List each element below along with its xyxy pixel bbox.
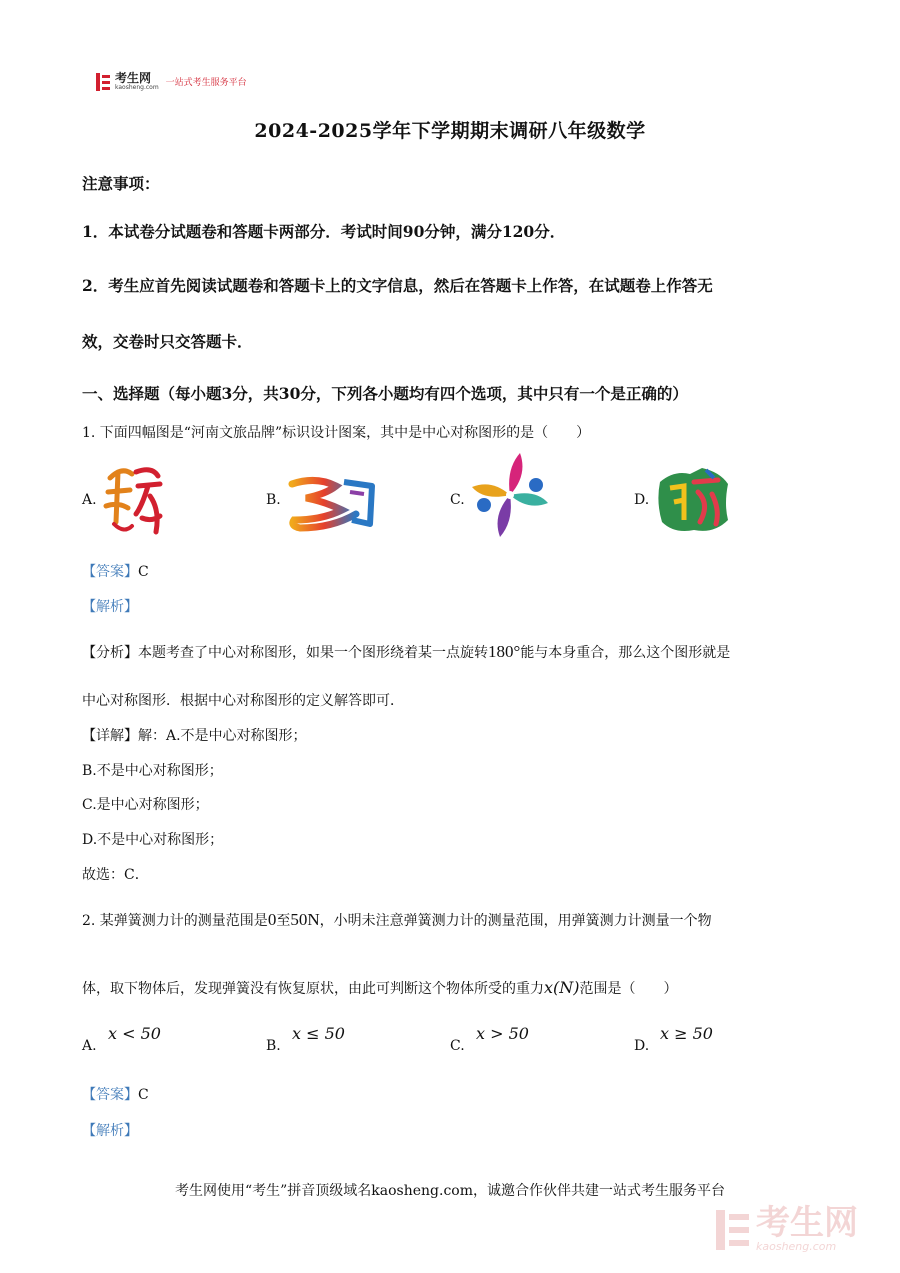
q2-option-c-expr: x > 50 [476,1024,529,1043]
emblem-c-icon [470,450,550,540]
q1-option-d-label: D. [634,492,650,508]
emblem-a-icon [102,462,164,538]
q1-stem: 1. 下面四幅图是“河南文旅品牌”标识设计图案，其中是中心对称图形的是（ ） [82,425,591,441]
notice-item-2-line-1: 2．考生应首先阅读试题卷和答题卡上的文字信息，然后在答题卡上作答，在试题卷上作答无 [82,276,713,295]
logo-name: 考生网 [115,71,152,85]
watermark [716,1203,858,1253]
logo-mark-icon [96,73,110,91]
notice-heading: 注意事项： [82,174,160,193]
q1-option-b-label: B. [266,492,281,508]
q1-detail-label: 【详解】 [82,728,138,744]
q2-option-a-label: A. [82,1038,97,1054]
q1-detail-c: C.是中心对称图形； [82,797,209,813]
q2-option-b-expr: x ≤ 50 [292,1024,345,1043]
q1-analysis-text-2: 能与本身重合，那么这个图形就是 [520,645,731,661]
q1-analysis-line-2: 中心对称图形．根据中心对称图形的定义解答即可． [82,693,404,709]
notice-item-2-line-2: 效，交卷时只交答题卡． [82,332,253,351]
q1-answer-tag: 【答案】 [82,564,138,580]
page-footer: 考生网使用“考生”拼音顶级域名kaosheng.com，诚邀合作伙伴共建一站式考生服务平台 [174,1183,726,1199]
q2-stem-1b: 至 [276,913,291,929]
q1-conclusion: 故选：C． [82,867,149,883]
q1-answer: C [138,564,149,580]
watermark-name: 考生网 [756,1203,858,1243]
section-heading: 一、选择题（每小题3分，共30分，下列各小题均有四个选项，其中只有一个是正确的） [82,384,688,403]
q2-answer: C [138,1087,149,1103]
q2-option-a-expr: x < 50 [108,1024,161,1043]
notice-item-1: 1．本试卷分试题卷和答题卡两部分．考试时间90分钟，满分120分． [82,222,566,241]
q2-stem-1c: ，小明未注意弹簧测力计的测量范围，用弹簧测力计测量一个物 [319,913,712,929]
q1-angle: 180° [488,642,521,661]
q1-analysis-text-1: 本题考查了中心对称图形，如果一个图形绕着某一点旋转 [138,645,488,661]
q2-answer-tag: 【答案】 [82,1087,138,1103]
watermark-logo-icon [716,1210,750,1250]
emblem-d-icon [654,464,734,536]
q2-stem-1a: 2. 某弹簧测力计的测量范围是 [82,913,268,929]
q2-analysis-tag: 【解析】 [82,1123,138,1139]
q1-analysis-label: 【分析】 [82,645,138,661]
q1-option-a-label: A. [82,492,97,508]
q2-stem-2a: 体，取下物体后，发现弹簧没有恢复原状，由此可判断这个物体所受的重力 [82,981,544,997]
q2-option-d-label: D. [634,1038,650,1054]
q2-option-c-label: C. [450,1038,465,1054]
watermark-domain: kaosheng.com [756,1240,837,1253]
q1-detail-a: 解：A.不是中心对称图形； [138,728,307,744]
q2-option-d-expr: x ≥ 50 [660,1024,713,1043]
q2-stem-2b: 范围是（ ） [579,981,678,997]
q1-analysis-tag: 【解析】 [82,599,138,615]
exam-title: 2024-2025学年下学期期末调研八年级数学 [254,120,646,142]
q1-detail-d: D.不是中心对称图形； [82,832,224,848]
logo-slogan: 一站式考生服务平台 [165,78,247,88]
q2-zero: 0 [267,910,277,929]
q2-fifty: 50N [290,910,320,929]
q1-option-c-label: C. [450,492,465,508]
emblem-b-icon [286,474,378,532]
q2-option-b-label: B. [266,1038,281,1054]
header-logo [96,72,247,91]
logo-domain: kaosheng.com [115,84,159,91]
q1-detail-b: B.不是中心对称图形； [82,763,223,779]
q2-variable: x(N) [544,978,580,997]
